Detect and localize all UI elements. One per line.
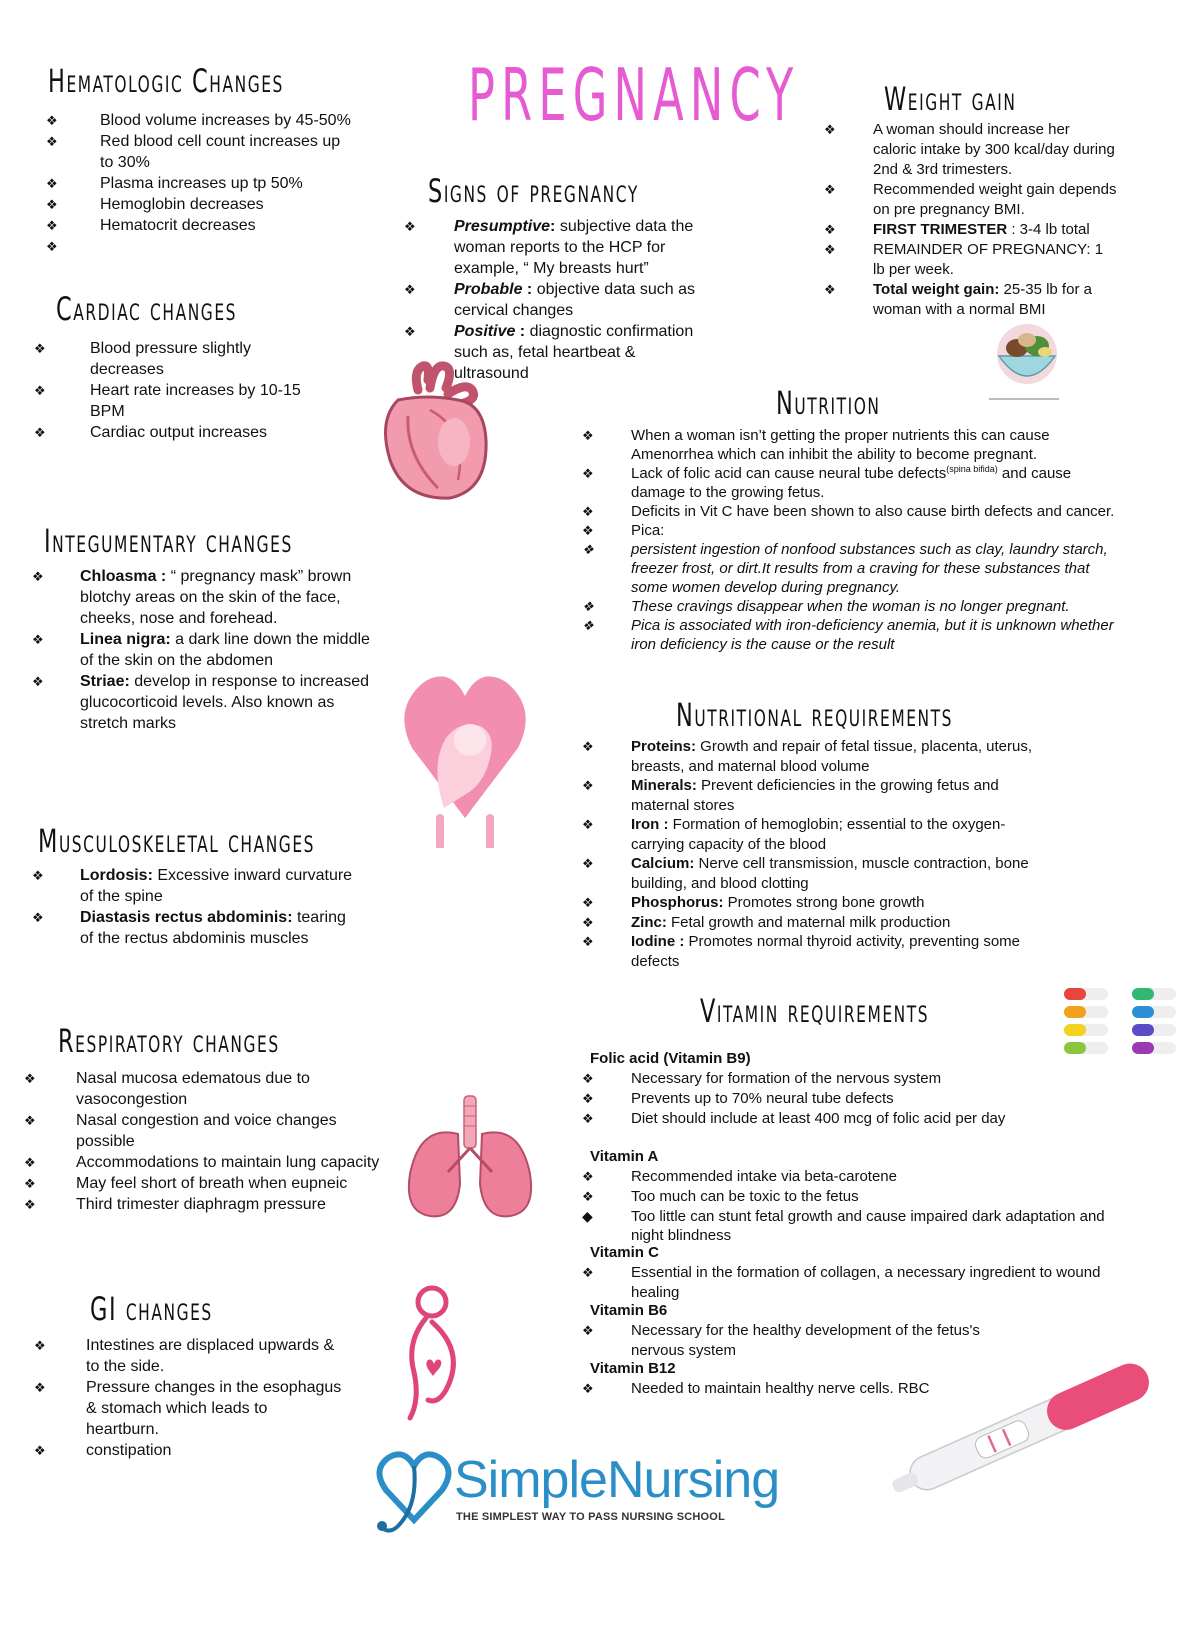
vitamin-pills-icon — [1062, 986, 1192, 1058]
musculoskeletal-list — [30, 865, 360, 949]
list-item: ❖ Blood pressure slightly decreases — [32, 338, 302, 380]
mother-baby-heart-icon — [400, 668, 530, 848]
list-item: ❖ Heart rate increases by 10-15 BPM — [32, 380, 302, 422]
list-item: ❖ Positive : diagnostic confirmation such as, fetal heartbeat & ultrasound — [402, 321, 708, 384]
signs-heading: Signs of pregnancy — [428, 172, 639, 210]
list-item: ❖ Zinc: Fetal growth and maternal milk production — [580, 913, 1056, 933]
list-item: ❖ Recommended intake via beta-carotene — [580, 1167, 1120, 1187]
list-item: ❖ These cravings disappear when the woman is no longer pregnant. — [580, 597, 1126, 616]
list-item: ❖ FIRST TRIMESTER : 3-4 lb total — [822, 220, 1117, 240]
list-item: ❖ Nasal congestion and voice changes possible — [22, 1110, 382, 1152]
lungs-icon — [400, 1094, 540, 1224]
list-item: ❖ Diastasis rectus abdominis: tearing of the rectus abdominis muscles — [30, 907, 360, 949]
vitamin-c-label: Vitamin C — [590, 1244, 659, 1261]
list-item: ❖ Deficits in Vit C have been shown to also cause birth defects and cancer. — [580, 502, 1126, 521]
respiratory-heading: Respiratory changes — [58, 1022, 280, 1060]
signs-list — [402, 216, 708, 384]
integumentary-list — [30, 566, 370, 734]
hematologic-list — [44, 110, 354, 257]
list-item: ❖ constipation — [32, 1440, 342, 1461]
list-item: ❖ Hemoglobin decreases — [44, 194, 354, 215]
list-item: ❖ Probable : objective data such as cervical changes — [402, 279, 708, 321]
list-item: ❖ Too much can be toxic to the fetus — [580, 1187, 1120, 1207]
list-item: ❖ Blood volume increases by 45-50% — [44, 110, 354, 131]
integumentary-heading: Integumentary changes — [44, 522, 293, 560]
musculoskeletal-heading: Musculoskeletal changes — [38, 822, 316, 860]
logo-nursing: Nursing — [606, 1451, 780, 1509]
list-item: ❖ persistent ingestion of nonfood substances such as clay, laundry starch, freezer frost, or dirt.It results from a craving for these substances that some women develop during pregnancy. — [580, 540, 1126, 597]
list-item: ❖ Hematocrit decreases — [44, 215, 354, 236]
gi-list — [32, 1335, 342, 1461]
nutritional-req-list — [580, 737, 1056, 971]
vitamin-a-list — [580, 1167, 1120, 1245]
list-item: ❖ Prevents up to 70% neural tube defects — [580, 1089, 1120, 1109]
list-item: ❖ Iodine : Promotes normal thyroid activity, preventing some defects — [580, 932, 1056, 971]
list-item: ❖ Lack of folic acid can cause neural tube defects$^{(spina bifida)}$ and cause damage to the growing fetus. — [580, 464, 1126, 502]
list-item: ❖ Total weight gain: 25-35 lb for a woman with a normal BMI — [822, 280, 1117, 320]
list-item: ❖ Chloasma : “ pregnancy mask” brown blotchy areas on the skin of the face, cheeks, nose and forehead. — [30, 566, 370, 629]
cardiac-list — [32, 338, 302, 443]
list-item: ❖ Pica is associated with iron-deficiency anemia, but it is unknown whether iron deficiency is the cause or the result — [580, 616, 1126, 654]
list-item: ❖ Essential in the formation of collagen, a necessary ingredient to wound healing — [580, 1263, 1110, 1303]
list-item: ❖ Plasma increases up tp 50% — [44, 173, 354, 194]
nutrition-list — [580, 426, 1126, 654]
list-item: ❖ Striae: develop in response to increased glucocorticoid levels. Also known as stretch marks — [30, 671, 370, 734]
list-item: ◆ Too little can stunt fetal growth and cause impaired dark adaptation and night blindness — [580, 1207, 1120, 1245]
list-item: ❖ Accommodations to maintain lung capacity — [22, 1152, 382, 1173]
list-item: ❖ May feel short of breath when eupneic — [22, 1173, 382, 1194]
gi-heading: GI changes — [90, 1290, 213, 1328]
list-item: ❖ Nasal mucosa edematous due to vasocongestion — [22, 1068, 382, 1110]
list-item: ❖ A woman should increase her caloric intake by 300 kcal/day during 2nd & 3rd trimesters. — [822, 120, 1117, 180]
nutritional-req-heading: Nutritional requirements — [676, 696, 954, 734]
list-item: ❖ Red blood cell count increases up to 30% — [44, 131, 354, 173]
list-item: ❖ REMAINDER OF PREGNANCY: 1 lb per week. — [822, 240, 1117, 280]
pregnancy-test-icon — [880, 1352, 1170, 1502]
simplenursing-logo — [374, 1446, 780, 1538]
cardiac-heading: Cardiac changes — [56, 290, 238, 328]
list-item: ❖ Lordosis: Excessive inward curvature of the spine — [30, 865, 360, 907]
heart-organ-icon — [368, 360, 498, 510]
vitamin-c-list — [580, 1263, 1110, 1303]
vitamin-b12-label: Vitamin B12 — [590, 1360, 676, 1377]
list-item: ❖ Linea nigra: a dark line down the middle of the skin on the abdomen — [30, 629, 370, 671]
vitamin-req-heading: Vitamin requirements — [700, 992, 930, 1030]
list-item: ❖ Third trimester diaphragm pressure — [22, 1194, 382, 1215]
list-item: ❖ Necessary for formation of the nervous system — [580, 1069, 1120, 1089]
list-item: ❖ Pressure changes in the esophagus & stomach which leads to heartburn. — [32, 1377, 342, 1440]
list-item: ❖ Diet should include at least 400 mcg of folic acid per day — [580, 1109, 1120, 1129]
list-item: ❖ When a woman isn’t getting the proper nutrients this can cause Amenorrhea which can inhibit the ability to become pregnant. — [580, 426, 1126, 464]
list-item: ❖ Intestines are displaced upwards & to the side. — [32, 1335, 342, 1377]
weight-list — [822, 120, 1117, 320]
vitamin-b6-label: Vitamin B6 — [590, 1302, 668, 1319]
page-title: PREGNANCY — [468, 53, 800, 137]
list-item: ❖ Phosphorus: Promotes strong bone growth — [580, 893, 1056, 913]
list-item: ❖ Needed to maintain healthy nerve cells. RBC — [580, 1379, 980, 1399]
list-item: ❖ Calcium: Nerve cell transmission, muscle contraction, bone building, and blood clotting — [580, 854, 1056, 893]
list-item — [44, 236, 354, 257]
folic-acid-list — [580, 1069, 1120, 1129]
list-item: ❖ Proteins: Growth and repair of fetal tissue, placenta, uterus, breasts, and maternal blood volume — [580, 737, 1056, 776]
list-item: ❖ Presumptive: subjective data the woman reports to the HCP for example, “ My breasts hurt” — [402, 216, 708, 279]
salad-bowl-icon — [985, 318, 1075, 406]
list-item: ❖ Minerals: Prevent deficiencies in the growing fetus and maternal stores — [580, 776, 1056, 815]
list-item: ❖ Iron : Formation of hemoglobin; essential to the oxygen-carrying capacity of the blood — [580, 815, 1056, 854]
list-item: ❖ Necessary for the healthy development of the fetus's nervous system — [580, 1321, 980, 1361]
logo-simple: Simple — [454, 1451, 607, 1509]
list-item: ❖ Pica: — [580, 521, 1126, 540]
list-item: ❖ Recommended weight gain depends on pre pregnancy BMI. — [822, 180, 1117, 220]
respiratory-list — [22, 1068, 382, 1215]
hematologic-heading: Hematologic Changes — [48, 62, 284, 100]
folic-acid-label: Folic acid (Vitamin B9) — [590, 1050, 751, 1067]
stethoscope-heart-icon — [374, 1446, 456, 1538]
weight-heading: Weight gain — [884, 80, 1017, 118]
vitamin-a-label: Vitamin A — [590, 1148, 659, 1165]
nutrition-heading: Nutrition — [776, 384, 881, 422]
pregnant-woman-icon — [380, 1282, 480, 1422]
logo-tagline: THE SIMPLEST WAY TO PASS NURSING SCHOOL — [456, 1511, 725, 1523]
list-item: ❖ Cardiac output increases — [32, 422, 302, 443]
